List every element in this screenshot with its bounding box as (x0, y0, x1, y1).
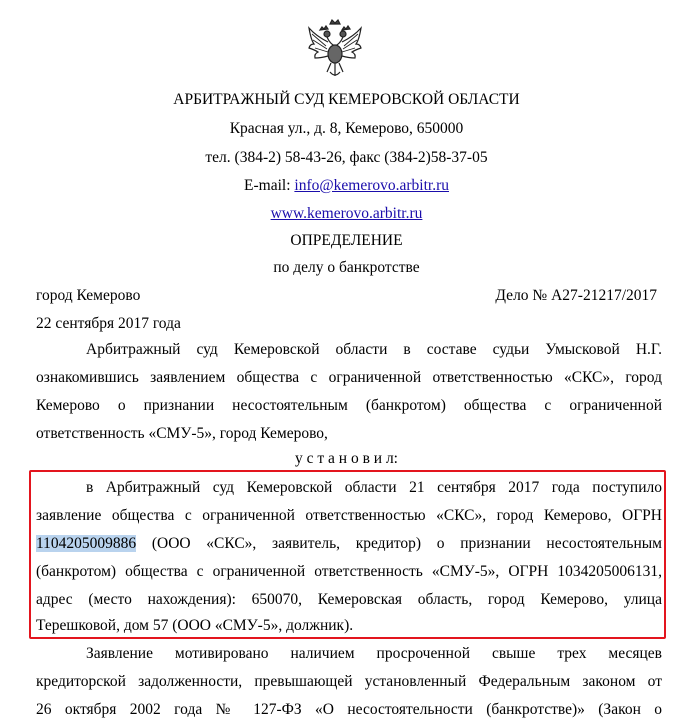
case-number: Дело № А27-21217/2017 (495, 287, 657, 304)
website-link[interactable]: www.kemerovo.arbitr.ru (270, 205, 423, 222)
court-address: Красная ул., д. 8, Кемерово, 650000 (229, 120, 464, 137)
selected-ogrn[interactable]: 1104205009886 (36, 535, 137, 552)
website-line (0, 204, 693, 224)
court-email-line (0, 176, 693, 196)
document-date: 22 сентября 2017 года (36, 315, 181, 332)
paragraph-1-line-3: Кемерово о признании несостоятельным (банкротом) общества с ограниченной (36, 397, 662, 414)
paragraph-2-line-6: Терешковой, дом 57 (ООО «СМУ-5», должник). (36, 617, 354, 634)
email-link[interactable]: info@kemerovo.arbitr.ru (294, 177, 449, 194)
paragraph-1-line-1: Арбитражный суд Кемеровской области в составе судьи Умысковой Н.Г. (86, 341, 662, 358)
paragraph-2-line-3-rest: (ООО «СКС», заявитель, кредитор) о признании несостоятельным (136, 535, 662, 552)
court-phone: тел. (384-2) 58-43-26, факс (384-2)58-37-05 (205, 149, 488, 166)
paragraph-2-line-1: в Арбитражный суд Кемеровской области 21 сентября 2017 года поступило (86, 479, 662, 496)
paragraph-1-line-4: ответственность «СМУ-5», город Кемерово, (36, 425, 328, 442)
court-name: АРБИТРАЖНЫЙ СУД КЕМЕРОВСКОЙ ОБЛАСТИ (173, 91, 520, 108)
document-subtitle: по делу о банкротстве (273, 259, 420, 276)
paragraph-3-line-3: 26 октября 2002 года № 127-ФЗ «О несостоятельности (банкротстве)» (Закон о (36, 701, 662, 718)
paragraph-2-line-3 (36, 530, 662, 558)
email-label: E-mail: (244, 177, 295, 194)
paragraph-1-line-2: ознакомившись заявлением общества с ограниченной ответственностью «СКС», город (36, 369, 662, 386)
coat-of-arms-emblem-icon (306, 18, 364, 80)
paragraph-3-line-1: Заявление мотивировано наличием просроченной свыше трех месяцев (86, 645, 662, 662)
document-title: ОПРЕДЕЛЕНИЕ (290, 232, 403, 249)
paragraph-2-line-4: (банкротом) общества с ограниченной ответственность «СМУ-5», ОГРН 1034205006131, (36, 563, 662, 580)
paragraph-3-line-2: кредиторской задолженности, превышающей установленный Федеральным законом от (36, 673, 662, 690)
resolved-heading: у с т а н о в и л: (295, 450, 398, 467)
paragraph-2-line-2: заявление общества с ограниченной ответственностью «СКС», город Кемерово, ОГРН (36, 507, 662, 524)
city: город Кемерово (36, 287, 141, 304)
paragraph-2-line-5: адрес (место нахождения): 650070, Кемеровская область, город Кемерово, улица (36, 591, 662, 608)
